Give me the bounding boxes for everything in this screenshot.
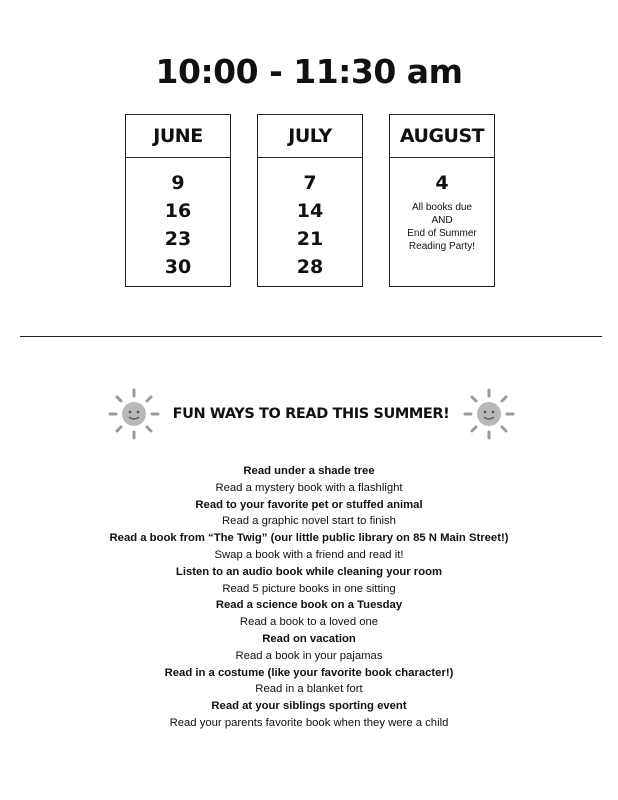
reading-idea: Read a book in your pajamas xyxy=(235,649,383,662)
reading-idea: Swap a book with a friend and read it! xyxy=(214,548,404,561)
reading-idea: Read in a costume (like your favorite book character!) xyxy=(164,666,454,679)
august-note-line: End of Summer xyxy=(407,228,477,239)
section-divider xyxy=(20,336,602,337)
reading-idea: Read to your favorite pet or stuffed animal xyxy=(195,498,423,511)
reading-idea: Read a book from “The Twig” (our little public library on 85 N Main Street!) xyxy=(109,532,509,545)
fun-ways-title: FUN WAYS TO READ THIS SUMMER! xyxy=(172,406,450,422)
date: 4 xyxy=(435,172,449,194)
date: 9 xyxy=(171,172,185,194)
date: 23 xyxy=(164,228,192,250)
reading-idea: Read a graphic novel start to finish xyxy=(222,515,396,528)
sun-icon xyxy=(461,386,517,442)
month-name: JUNE xyxy=(126,115,230,158)
sun-icon xyxy=(106,386,162,442)
reading-idea: Read your parents favorite book when they were a child xyxy=(169,716,449,729)
reading-idea: Read at your siblings sporting event xyxy=(211,700,407,713)
date: 14 xyxy=(296,200,324,222)
date-list xyxy=(258,158,362,281)
august-note-line: Reading Party! xyxy=(408,241,476,252)
reading-idea: Read a science book on a Tuesday xyxy=(215,599,403,612)
date: 16 xyxy=(164,200,192,222)
august-note-line: All books due xyxy=(411,202,473,213)
reading-idea: Listen to an audio book while cleaning your room xyxy=(175,565,443,578)
month-name: JULY xyxy=(258,115,362,158)
reading-idea: Read on vacation xyxy=(262,632,356,645)
date: 7 xyxy=(303,172,317,194)
date: 30 xyxy=(164,256,192,278)
date-list xyxy=(126,158,230,281)
reading-ideas-list xyxy=(0,463,618,732)
date: 21 xyxy=(296,228,324,250)
august-note-line: AND xyxy=(431,215,453,226)
reading-idea: Read under a shade tree xyxy=(243,465,375,477)
event-time: 10:00 - 11:30 am xyxy=(155,52,463,91)
reading-idea: Read a mystery book with a flashlight xyxy=(215,481,403,494)
month-box-june xyxy=(125,114,231,287)
reading-idea: Read 5 picture books in one sitting xyxy=(222,582,396,595)
reading-idea: Read a book to a loved one xyxy=(239,616,379,629)
month-box-july xyxy=(257,114,363,287)
reading-idea: Read in a blanket fort xyxy=(255,683,363,696)
month-box-august xyxy=(389,114,495,287)
month-name: AUGUST xyxy=(390,115,494,158)
date: 28 xyxy=(296,256,324,278)
date-list xyxy=(390,158,494,253)
